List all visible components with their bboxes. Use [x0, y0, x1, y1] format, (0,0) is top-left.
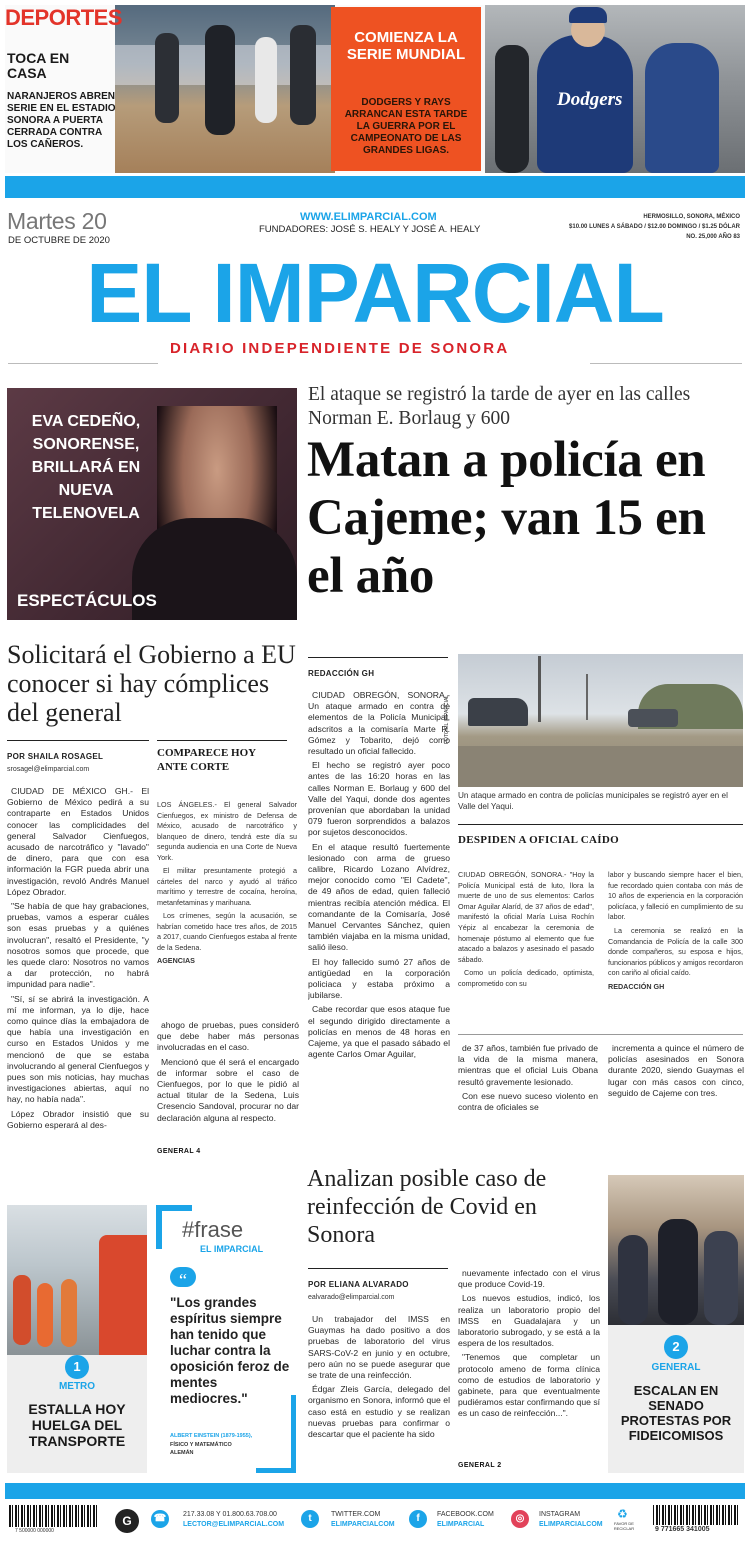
- general-title: ESCALAN EN SENADO PROTESTAS POR FIDEICOMISOS: [620, 1383, 732, 1443]
- footer-recycle: FAVOR DE RECICLAR: [613, 1521, 635, 1531]
- top-rule: [5, 176, 745, 198]
- promo-espectaculos[interactable]: [7, 388, 297, 620]
- covid-p2: Édgar Zleis García, delegado del organismo en Sonora, informó que el caso está en estudio y se realizan nuevas pruebas para confirmar o descartar que el paciente ha sido: [308, 1384, 450, 1440]
- lead-photo-credit: FOTO/EL IMPARCIAL: [444, 694, 450, 744]
- gob-side-p2: El militar presuntamente protegió a cárteles del narco y ayudó al tráfico marítimo y terrestre de cocaína, heroína, metanfetaminas y marihuana.: [157, 866, 297, 907]
- barcode-left-number: 7 500000 000000: [15, 1528, 54, 1534]
- gob-p2: "Se había de que hay grabaciones, pruebas, vamos a esperar cuáles son esas pruebas y a quiénes involucran", resaltó el Presidente, "y nosotros somos que procede, que les quede claro: Nosotros no vamos a dar protección, no habrá impunidad para nadie".: [7, 901, 149, 990]
- lead-s3: labor y buscando siempre hacer el bien, fue recordado quien contaba con más de 10 años de experiencia en la corporación policíaca, y falleció en cumplimiento de su labor.: [608, 870, 743, 922]
- gob-p4: López Obrador insistió que su Gobierno esperará al des-: [7, 1108, 149, 1130]
- frase-quote: "Los grandes espíritus siempre han tenido que luchar contra la oposición feroz de mentes mediocres.": [170, 1295, 290, 1406]
- dodgers-jersey-text: Dodgers: [557, 89, 623, 110]
- toca-en-casa-title: TOCA EN CASA: [7, 50, 70, 81]
- barcode-right: [653, 1505, 739, 1525]
- metro-section: METRO: [58, 1381, 96, 1392]
- metro-photo: [7, 1205, 147, 1355]
- general-number: 2: [664, 1335, 688, 1359]
- lead-headline[interactable]: Matan a policía en Cajeme; van 15 en el año: [307, 432, 706, 604]
- covid-headline[interactable]: Analizan posible caso de reinfección de Covid en Sonora: [307, 1166, 547, 1248]
- metro-promo[interactable]: [7, 1205, 147, 1473]
- metro-title: ESTALLA HOY HUELGA DEL TRANSPORTE: [28, 1401, 126, 1449]
- barcode-left: [9, 1505, 99, 1527]
- covid-email[interactable]: ealvarado@elimparcial.com: [308, 1294, 395, 1301]
- covid-byline: POR ELIANA ALVARADO: [308, 1280, 409, 1289]
- lead-s1: CIUDAD OBREGÓN, SONORA.- "Hoy la Policía Municipal está de luto, llora la muerte de uno de sus elementos: Carlos Omar Aguilar Alaríd, de 37 años de edad", manifestó la oficial María Luisa Rochín Yépiz al encabezar la ceremonia de homenaje póstumo al elemento que fue atacado a balazos y asesinado el pasado sábado.: [458, 870, 594, 964]
- facebook-icon: f: [409, 1510, 427, 1528]
- section-deportes: DEPORTES: [5, 5, 123, 30]
- covid-p5: "Tenemos que completar un protocolo ameno de forma clínica como de estudios de laboratorio y gabinete, para que eventualmente pudiéramos estar confirmando que sí es un caso de reinfección...".: [458, 1352, 600, 1419]
- serie-mundial-title: COMIENZA LA SERIE MUNDIAL: [346, 29, 466, 63]
- lead-sub-body-left: [458, 870, 594, 990]
- covid-p4: Los nuevos estudios, indicó, los realiza un laboratorio propio del IMSS en Guadalajara y un laboratorio subrogado, y se está a la espera de los resultados.: [458, 1293, 600, 1349]
- serie-mundial-text: DODGERS Y RAYS ARRANCAN ESTA TARDE LA GUERRA POR EL CAMPEONATO DE LAS GRANDES LIGAS.: [344, 97, 468, 156]
- gob-c1: ahogo de pruebas, pues consideró que debe haber más personas involucradas en el caso.: [157, 1020, 299, 1053]
- barcode-right-number: 9 771665 341005: [655, 1526, 710, 1533]
- lead-p5: Cabe recordar que esos ataque fue el segundo dirigido directamente a policías en menos de 48 horas en Cajeme, ya que el pasado sábado el agente Carlos Omar Aguilar,: [308, 1004, 450, 1060]
- footer-twitter-2[interactable]: ELIMPARCIALCOM: [331, 1521, 395, 1528]
- gob-side-p1: LOS ÁNGELES.- El general Salvador Cienfuegos, ex ministro de Defensa de México, acusado de narcotráfico y blanqueo de dinero, tendrá este día su segunda audiencia en una Corte de Nueva York.: [157, 800, 297, 862]
- footer-phone: 217.33.08 Y 01.800.63.708.00: [183, 1511, 277, 1518]
- dodgers-photo: [485, 5, 745, 173]
- masthead-title[interactable]: EL IMPARCIAL: [86, 246, 664, 340]
- lead-p2: El hecho se registró ayer poco antes de las 16:20 horas en las calles Norman E. Borlaug y 600 del Valle del Yaqui, donde dos agentes provenían que abordaban la unidad 079 fueron sorprendidos a balazos por sujetos desconocidos.: [308, 760, 450, 838]
- lead-p4: El hoy fallecido sumó 27 años de antigüedad en la corporación policiaca y estaba próximo a jubilarse.: [308, 956, 450, 1001]
- footer-facebook-2[interactable]: ELIMPARCIAL: [437, 1521, 485, 1528]
- lead-photo: [458, 654, 743, 787]
- toca-en-casa-text: NARANJEROS ABREN SERIE EN EL ESTADIO SONORA A PUERTA CERRADA CONTRA LOS CAÑEROS.: [7, 91, 116, 150]
- gob-p1: CIUDAD DE MÉXICO GH.- El Gobierno de México pedirá a su contraparte en Estados Unidos conocer las complicidades del general Salvador Cienfuegos, acusado de narcotráfico y "lavado" de dinero, para que con esa información la FGR pueda abrir una investigación, revoló Andrés Manuel López Obrador.: [7, 786, 149, 897]
- footer-bar: [5, 1503, 745, 1537]
- lead-byline: REDACCIÓN GH: [308, 669, 375, 678]
- lead-s4: La ceremonia se realizó en la Comandancia de Policía de la calle 300 donde compañeros, su esposa e hijos, funcionarios públicos y amigos recordaron con cariño al oficial caído.: [608, 925, 743, 978]
- gob-body: [7, 786, 149, 1186]
- gob-jump[interactable]: GENERAL 4: [157, 1148, 201, 1155]
- masthead-info-city: HERMOSILLO, SONORA, MÉXICO: [643, 214, 740, 220]
- lead-sub-body-right: [608, 870, 743, 993]
- promo-section: ESPECTÁCULOS: [17, 591, 157, 610]
- frase-role: FÍSICO Y MATEMÁTICO ALEMÁN: [170, 1442, 232, 1456]
- general-section: GENERAL: [651, 1362, 701, 1373]
- lead-b1: de 37 años, también fue privado de la vida de la misma manera, mientras que el oficial Luis Obana resultó gravemente lesionado.: [458, 1043, 598, 1087]
- baseball-photo: [115, 5, 335, 173]
- footer-twitter-1: TWITTER.COM: [331, 1511, 381, 1518]
- masthead-founders: FUNDADORES: JOSÉ S. HEALY Y JOSÉ A. HEALY: [259, 224, 481, 235]
- lead-kicker: El ataque se registró la tarde de ayer en las calles Norman E. Borlaug y 600: [308, 384, 691, 429]
- gob-c2: Mencionó que él será el encargado de informar sobre el caso de Cienfuegos, por lo que le pidió al actual titular de la Sedena, Luis Cresencio Sandoval, procurar no dar declaración alguna al respecto.: [157, 1056, 299, 1123]
- gob-side-body: [157, 800, 297, 967]
- promo-text: EVA CEDEÑO, SONORENSE, BRILLARÁ EN NUEVA TELENOVELA: [31, 413, 141, 522]
- footer-rule: [5, 1483, 745, 1499]
- lead-p3: En el ataque resultó fuertemente lesionado con arma de grueso calibre, Ricardo Lozano Alvídrez, mejor conocido como "El Cadete", de 49 años de edad, quien falleció mientras recibía atención médica. El comandante de la Comisaría, José Manuel Cervantes Sánchez, quien también viajaba en la misma unidad, salió ileso.: [308, 841, 450, 953]
- general-photo: [608, 1175, 744, 1325]
- gob-continued: [157, 1020, 299, 1145]
- masthead-info-price: $10.00 LUNES A SÁBADO / $12.00 DOMINGO / $1.25 DÓLAR: [569, 224, 740, 230]
- instagram-icon: ◎: [511, 1510, 529, 1528]
- covid-body-left: [308, 1314, 450, 1474]
- covid-p3: nuevamente infectado con el virus que produce Covid-19.: [458, 1268, 600, 1290]
- lead-s2: Como un policía dedicado, optimista, comprometido con su: [458, 968, 594, 988]
- covid-body-right: [458, 1268, 600, 1458]
- gob-side-byline: AGENCIAS: [157, 956, 195, 965]
- gob-side-title: COMPARECE HOY ANTE CORTE: [157, 747, 256, 773]
- masthead-subtitle: DIARIO INDEPENDIENTE DE SONORA: [170, 340, 510, 357]
- gob-headline[interactable]: Solicitará el Gobierno a EU conocer si hay cómplices del general: [7, 640, 296, 727]
- lead-body: [308, 690, 450, 1150]
- lead-tail-right: [608, 1043, 744, 1153]
- twitter-icon: t: [301, 1510, 319, 1528]
- metro-number: 1: [65, 1355, 89, 1379]
- phone-icon: ☎: [151, 1510, 169, 1528]
- masthead-rule-left: [8, 363, 158, 364]
- masthead-url[interactable]: WWW.ELIMPARCIAL.COM: [300, 211, 437, 223]
- frase-author: ALBERT EINSTEIN (1879-1955),: [170, 1433, 253, 1439]
- elimparcial-logo-icon: G: [115, 1509, 139, 1533]
- lead-caption: Un ataque armado en contra de policías municipales se registró ayer en el Valle del Yaqui.: [458, 791, 728, 811]
- lead-s-byline: REDACCIÓN GH: [608, 981, 665, 991]
- footer-instagram-2[interactable]: ELIMPARCIALCOM: [539, 1521, 603, 1528]
- footer-email[interactable]: LECTOR@ELIMPARCIAL.COM: [183, 1521, 285, 1528]
- gob-p3: "Sí, sí se abrirá la investigación. A mí me informan, ya lo dije, hace como quince días la embajadora de que había una investigación en curso en Estados Unidos y me mencionó de que se estaba involucrando al general Cienfuegos y pues son mis noticias, hay muchas investigaciones abiertas, aquí no hay, no había nada".: [7, 993, 149, 1105]
- masthead-date: DE OCTUBRE DE 2020: [8, 235, 110, 246]
- covid-p1: Un trabajador del IMSS en Guaymas ha dado positivo a dos pruebas de laboratorio del virus SARS-CoV-2 en junio y en octubre, pero aún no se puede asegurar que se trate de una reinfección.: [308, 1314, 450, 1381]
- footer-instagram-1: INSTAGRAM: [539, 1511, 581, 1518]
- quote-icon: “: [170, 1267, 196, 1287]
- general-promo[interactable]: [608, 1175, 744, 1473]
- frase-hash: #frase: [182, 1217, 244, 1242]
- covid-jump[interactable]: GENERAL 2: [458, 1462, 502, 1469]
- frase-brand: EL IMPARCIAL: [200, 1244, 264, 1254]
- masthead-info-number: NO. 25,000 AÑO 83: [686, 234, 740, 240]
- lead-p1: CIUDAD OBREGÓN, SONORA.- Un ataque armado en contra de elementos de la Policía Municipal, adscritos a la comisaría Marte R. Gómez y Tobarito, dejó como resultado un oficial fallecido.: [308, 690, 450, 757]
- masthead-rule-right: [590, 363, 742, 364]
- top-band: [5, 5, 745, 173]
- frase-box: [156, 1205, 296, 1473]
- lead-tail-left: [458, 1043, 598, 1153]
- masthead-day: Martes 20: [7, 208, 107, 234]
- recycle-icon: ♻: [617, 1507, 628, 1521]
- lead-b3: incrementa a quince el número de policías asesinados en Sonora durante 2020, siendo Guaymas el lugar con más casos con cinco, seguido de Cajeme con tres.: [608, 1043, 744, 1098]
- lead-b2: Con ese nuevo suceso violento en contra de oficiales se: [458, 1090, 598, 1113]
- gob-side-p3: Los crímenes, según la acusación, se habrían cometido hace tres años, de 2015 a 2017, cuando Cienfuegos estaba al frente de la Sedena.: [157, 911, 297, 952]
- serie-mundial-box[interactable]: [331, 7, 481, 171]
- lead-sub: DESPIDEN A OFICIAL CAÍDO: [458, 834, 619, 846]
- footer-facebook-1: FACEBOOK.COM: [437, 1511, 494, 1518]
- gob-email[interactable]: srosagel@elimparcial.com: [7, 766, 90, 773]
- masthead-info: [540, 212, 740, 242]
- gob-byline: POR SHAILA ROSAGEL: [7, 752, 104, 761]
